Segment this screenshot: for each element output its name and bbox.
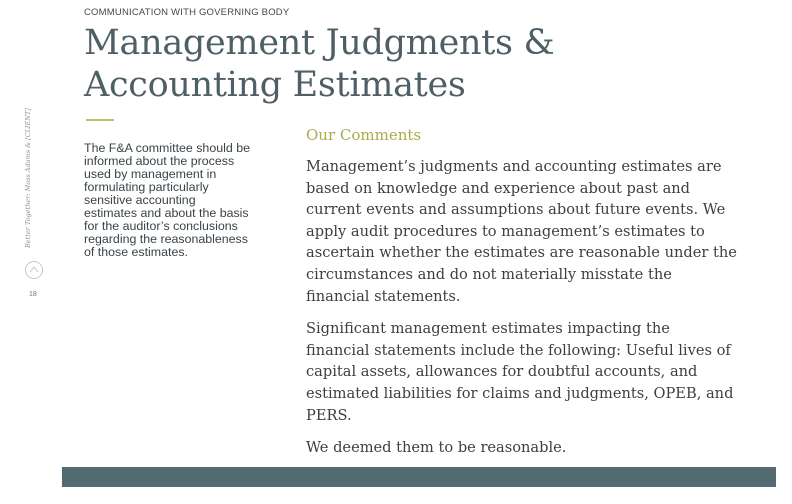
circle-emblem-icon: [24, 260, 44, 280]
comments-paragraph: We deemed them to be reasonable.: [306, 439, 567, 457]
comments-section: [306, 126, 738, 470]
intro-text: The F&A committee should be informed about the process used by management in formulating particularly sensitive accounting estimates and about the basis for the auditor’s conclusions regarding the reasonableness of those estimates.: [84, 141, 250, 259]
comments-heading: Our Comments: [306, 126, 422, 144]
section-eyebrow: COMMUNICATION WITH GOVERNING BODY: [84, 7, 290, 18]
page-number: 18: [29, 291, 37, 298]
sidebar-tagline: Better Together: Moss Adams & [CLIENT]: [24, 108, 32, 248]
footer-bar: [62, 467, 776, 487]
page-title: Management Judgments & Accounting Estimates: [84, 23, 555, 105]
comments-paragraph: Management’s judgments and accounting estimates are based on knowledge and experience about past and current events and assumptions about future events. We apply audit procedures to management’s estimates to ascertain whether the estimates are reasonable under the circumstances and do not materially misstate the financial statements.: [306, 158, 737, 305]
comments-paragraph: Significant management estimates impacting the financial statements include the following: Useful lives of capital assets, allowances for doubtful accounts, and estimated liabilities for claims and judgments, OPEB, and PERS.: [306, 320, 734, 424]
title-underline: [86, 119, 114, 121]
